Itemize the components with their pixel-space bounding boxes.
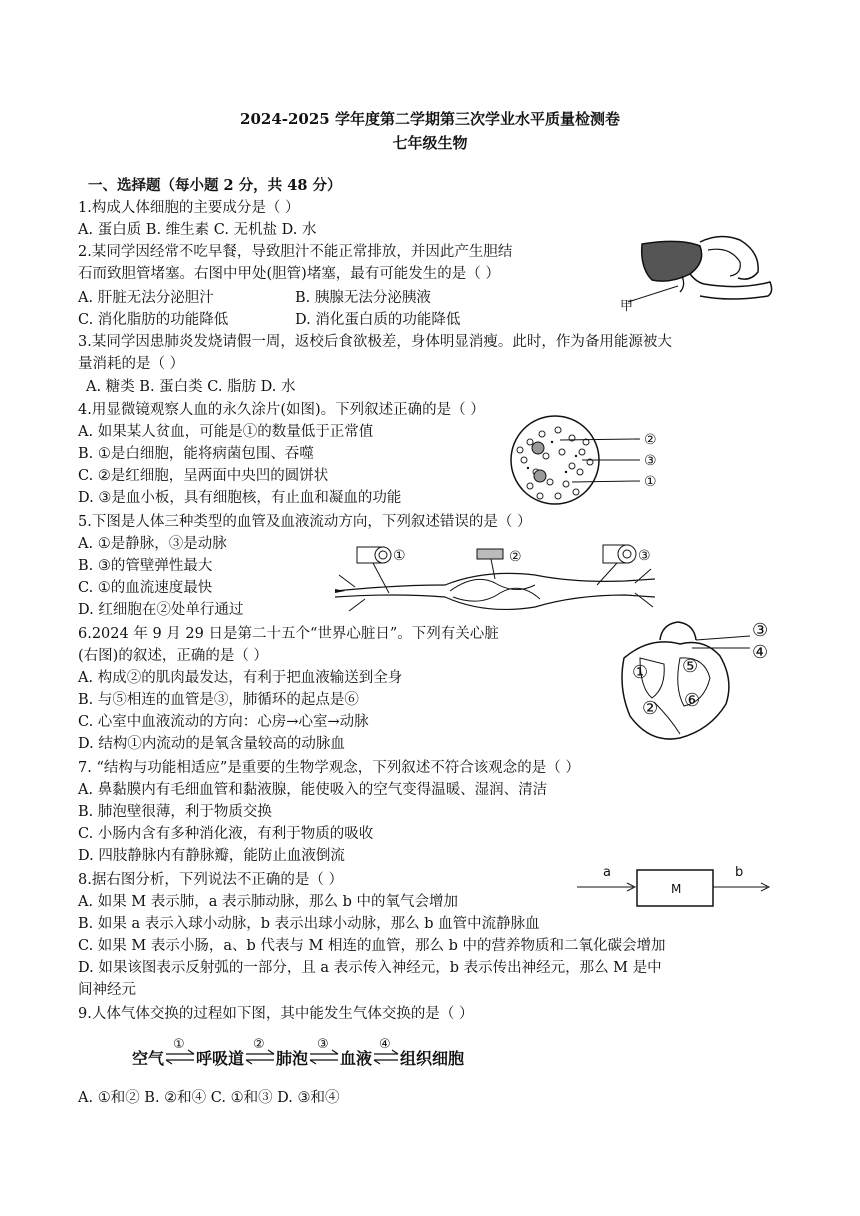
vessel-label-2: ②	[509, 549, 522, 565]
chain-air: 空气	[132, 1049, 165, 1068]
heart-figure	[600, 618, 790, 748]
section-heading: 一、选择题（每小题 2 分，共 48 分）	[88, 177, 342, 194]
m-diagram-label-b: b	[735, 865, 744, 880]
step-3: ③	[317, 1037, 329, 1052]
chain-tissue-cells: 组织细胞	[400, 1049, 465, 1068]
q4-option-a: A. 如果某人贫血，可能是①的数量低于正常值	[78, 424, 374, 440]
m-diagram	[575, 862, 775, 912]
step-1: ①	[173, 1037, 185, 1052]
q6-stem-2: (右图)的叙述，正确的是（ ）	[78, 648, 268, 664]
q8-option-d-1: D. 如果该图表示反射弧的一部分，且 a 表示传入神经元，b 表示传出神经元，那么 M 是中	[78, 960, 662, 976]
chain-blood: 血液	[340, 1049, 373, 1068]
heart-label-3: ③	[752, 620, 769, 641]
blood-smear-figure	[500, 412, 670, 512]
q7-option-c: C. 小肠内含有多种消化液，有利于物质的吸收	[78, 826, 374, 842]
q8-stem: 8.据右图分析，下列说法不正确的是（ ）	[78, 872, 343, 888]
q5-stem: 5.下图是人体三种类型的血管及血液流动方向，下列叙述错误的是（ ）	[78, 514, 532, 530]
q3-options: A. 糖类 B. 蛋白类 C. 脂肪 D. 水	[86, 379, 296, 395]
q6-option-c: C. 心室中血液流动的方向：心房→心室→动脉	[78, 714, 369, 730]
m-diagram-label-a: a	[603, 865, 611, 880]
vessel-label-3: ③	[638, 548, 651, 564]
q8-option-d-2: 间神经元	[78, 982, 136, 998]
exam-subtitle: 七年级生物	[392, 134, 468, 152]
q1-options: A. 蛋白质 B. 维生素 C. 无机盐 D. 水	[78, 222, 317, 238]
m-diagram-label-m: M	[671, 882, 682, 896]
q4-option-c: C. ②是红细胞，呈两面中央凹的圆饼状	[78, 468, 329, 484]
q2-option-b: B. 胰腺无法分泌胰液	[295, 290, 431, 306]
smear-label-1: ①	[644, 474, 657, 490]
step-2: ②	[253, 1037, 265, 1052]
heart-label-6: ⑥	[684, 690, 701, 711]
exam-title: 2024-2025 学年度第二学期第三次学业水平质量检测卷	[240, 110, 620, 128]
q7-stem: 7. “结构与功能相适应”是重要的生物学观念，下列叙述不符合该观念的是（ ）	[78, 760, 580, 776]
q8-option-c: C. 如果 M 表示小肠，a、b 代表与 M 相连的血管，那么 b 中的营养物质和二氧化碳会增加	[78, 938, 666, 954]
figure-label-jia: 甲	[620, 299, 634, 312]
chain-alveoli: 肺泡	[276, 1049, 309, 1068]
q6-option-d: D. 结构①内流动的是氧含量较高的动脉血	[78, 736, 345, 752]
q7-option-d: D. 四肢静脉内有静脉瓣，能防止血液倒流	[78, 848, 345, 864]
smear-label-3: ③	[644, 453, 657, 469]
q7-option-a: A. 鼻黏膜内有毛细血管和黏液腺，能使吸入的空气变得温暖、湿润、清洁	[78, 782, 548, 798]
blood-vessels-figure	[335, 535, 665, 625]
heart-label-1: ①	[632, 662, 649, 683]
q2-option-c: C. 消化脂肪的功能降低	[78, 312, 229, 328]
q5-option-a: A. ①是静脉，③是动脉	[78, 536, 227, 552]
q2-stem-1: 2.某同学因经常不吃早餐，导致胆汁不能正常排放，并因此产生胆结	[78, 244, 513, 260]
q2-stem-2: 石而致胆管堵塞。右图中甲处(胆管)堵塞，最有可能发生的是（ ）	[78, 266, 500, 282]
q6-option-b: B. 与⑤相连的血管是③，肺循环的起点是⑥	[78, 692, 359, 708]
q5-option-d: D. 红细胞在②处单行通过	[78, 602, 244, 618]
q3-stem-1: 3.某同学因患肺炎发烧请假一周，返校后食欲极差，身体明显消瘦。此时，作为备用能源被大	[78, 334, 672, 350]
q7-option-b: B. 肺泡壁很薄，利于物质交换	[78, 804, 272, 820]
smear-label-2: ②	[644, 432, 657, 448]
gas-exchange-chain	[130, 1032, 490, 1072]
step-4: ④	[379, 1037, 391, 1052]
q1-stem: 1.构成人体细胞的主要成分是（ ）	[78, 200, 300, 216]
q5-option-c: C. ①的血流速度最快	[78, 580, 213, 596]
q9-stem: 9.人体气体交换的过程如下图，其中能发生气体交换的是（ ）	[78, 1006, 474, 1022]
q6-option-a: A. 构成②的肌肉最发达，有利于把血液输送到全身	[78, 670, 403, 686]
chain-airway: 呼吸道	[196, 1049, 245, 1068]
q4-option-d: D. ③是血小板，具有细胞核，有止血和凝血的功能	[78, 490, 402, 506]
heart-label-5: ⑤	[682, 656, 699, 677]
q5-option-b: B. ③的管壁弹性最大	[78, 558, 213, 574]
q4-option-b: B. ①是白细胞，能将病菌包围、吞噬	[78, 446, 314, 462]
heart-label-4: ④	[752, 642, 769, 663]
liver-figure	[620, 232, 780, 312]
q3-stem-2: 量消耗的是（ ）	[78, 356, 185, 372]
q8-option-b: B. 如果 a 表示入球小动脉，b 表示出球小动脉，那么 b 血管中流静脉血	[78, 916, 540, 932]
q4-stem: 4.用显微镜观察人血的永久涂片(如图)。下列叙述正确的是（ ）	[78, 402, 485, 418]
heart-label-2: ②	[642, 698, 659, 719]
q6-stem-1: 6.2024 年 9 月 29 日是第二十五个“世界心脏日”。下列有关心脏	[78, 626, 499, 642]
q2-option-d: D. 消化蛋白质的功能降低	[295, 312, 461, 328]
q9-options: A. ①和② B. ②和④ C. ①和③ D. ③和④	[78, 1090, 340, 1106]
vessel-label-1: ①	[393, 548, 406, 564]
q2-option-a: A. 肝脏无法分泌胆汁	[78, 290, 214, 306]
q8-option-a: A. 如果 M 表示肺，a 表示肺动脉，那么 b 中的氧气会增加	[78, 894, 459, 910]
